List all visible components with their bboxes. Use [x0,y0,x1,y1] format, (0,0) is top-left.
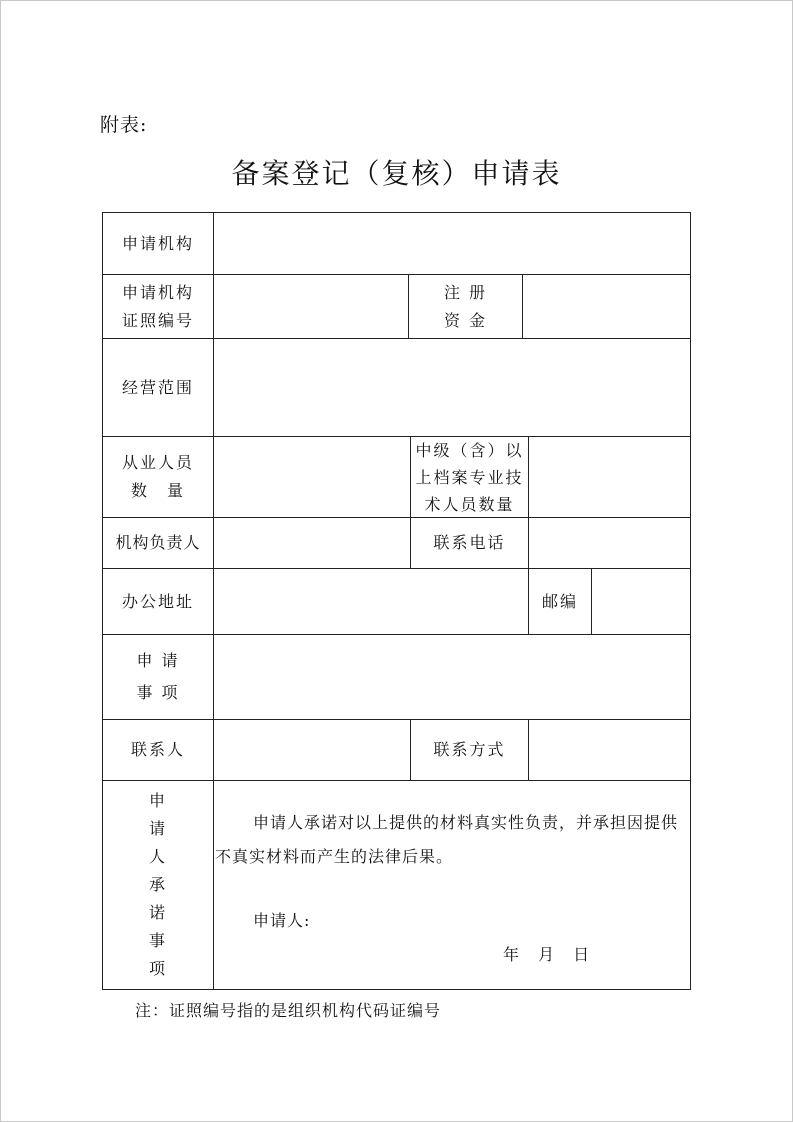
table-line [102,989,691,990]
pledge-char: 申 [148,791,167,810]
office-address-label [103,569,213,634]
pledge-char: 人 [148,847,167,866]
postcode-text: 邮编 [541,591,578,611]
applicant-org-label [103,213,213,274]
staff-count-line2: 数 量 [130,481,185,500]
pledge-char: 事 [148,931,167,950]
staff-count-value[interactable] [214,437,410,517]
date-line: 年 月 日 [503,945,590,964]
pledge-char: 承 [148,875,167,894]
applicant-org-text: 申请机构 [121,233,194,253]
contact-method-label [411,720,528,780]
contact-phone-value[interactable] [529,518,690,568]
contact-phone-label [411,518,528,568]
application-item-label [103,635,213,719]
contact-person-text: 联系人 [130,740,185,759]
office-address-text: 办公地址 [121,591,194,611]
registered-capital-value[interactable] [523,275,690,338]
contact-method-value[interactable] [529,720,690,780]
pledge-char: 诺 [148,903,167,922]
postcode-label [529,569,591,634]
senior-staff-line1: 中级（含）以 [415,440,524,460]
attachment-label: 附表: [100,114,148,136]
registered-capital-line2: 资 金 [443,310,488,330]
registered-capital-label [409,275,522,338]
business-scope-value[interactable] [214,339,690,436]
business-scope-text: 经营范围 [121,377,194,397]
license-no-label [103,275,213,338]
contact-phone-text: 联系电话 [433,533,506,552]
application-item-value[interactable] [214,635,690,719]
application-item-line1: 申 请 [136,651,180,670]
pledge-char: 项 [148,959,167,978]
contact-person-label [103,720,213,780]
senior-staff-value[interactable] [529,437,690,517]
license-no-line1: 申请机构 [121,282,194,302]
senior-staff-line3: 术人员数量 [424,494,515,514]
contact-method-text: 联系方式 [433,740,506,759]
license-no-value[interactable] [214,275,408,338]
form-title: 备案登记（复核）申请表 [231,157,562,190]
org-head-value[interactable] [214,518,410,568]
senior-staff-line2: 上档案专业技 [415,467,524,487]
license-no-line2: 证照编号 [121,310,194,330]
staff-count-label [103,437,213,517]
applicant-org-value[interactable] [214,213,690,274]
contact-person-value[interactable] [214,720,410,780]
pledge-char: 请 [148,819,167,838]
senior-staff-label [411,437,528,517]
registered-capital-line1: 注 册 [443,282,488,302]
postcode-value[interactable] [592,569,690,634]
staff-count-line1: 从业人员 [121,453,194,472]
pledge-statement: 申请人承诺对以上提供的材料真实性负责，并承担因提供不真实材料而产生的法律后果。 [215,813,679,866]
business-scope-label [103,339,213,436]
org-head-label [103,518,213,568]
application-item-line2: 事 项 [136,683,180,702]
office-address-value[interactable] [214,569,528,634]
org-head-text: 机构负责人 [115,533,201,552]
footnote: 注：证照编号指的是组织机构代码证编号 [135,1001,442,1020]
pledge-label [103,781,213,989]
applicant-signature-label: 申请人: [253,911,311,930]
